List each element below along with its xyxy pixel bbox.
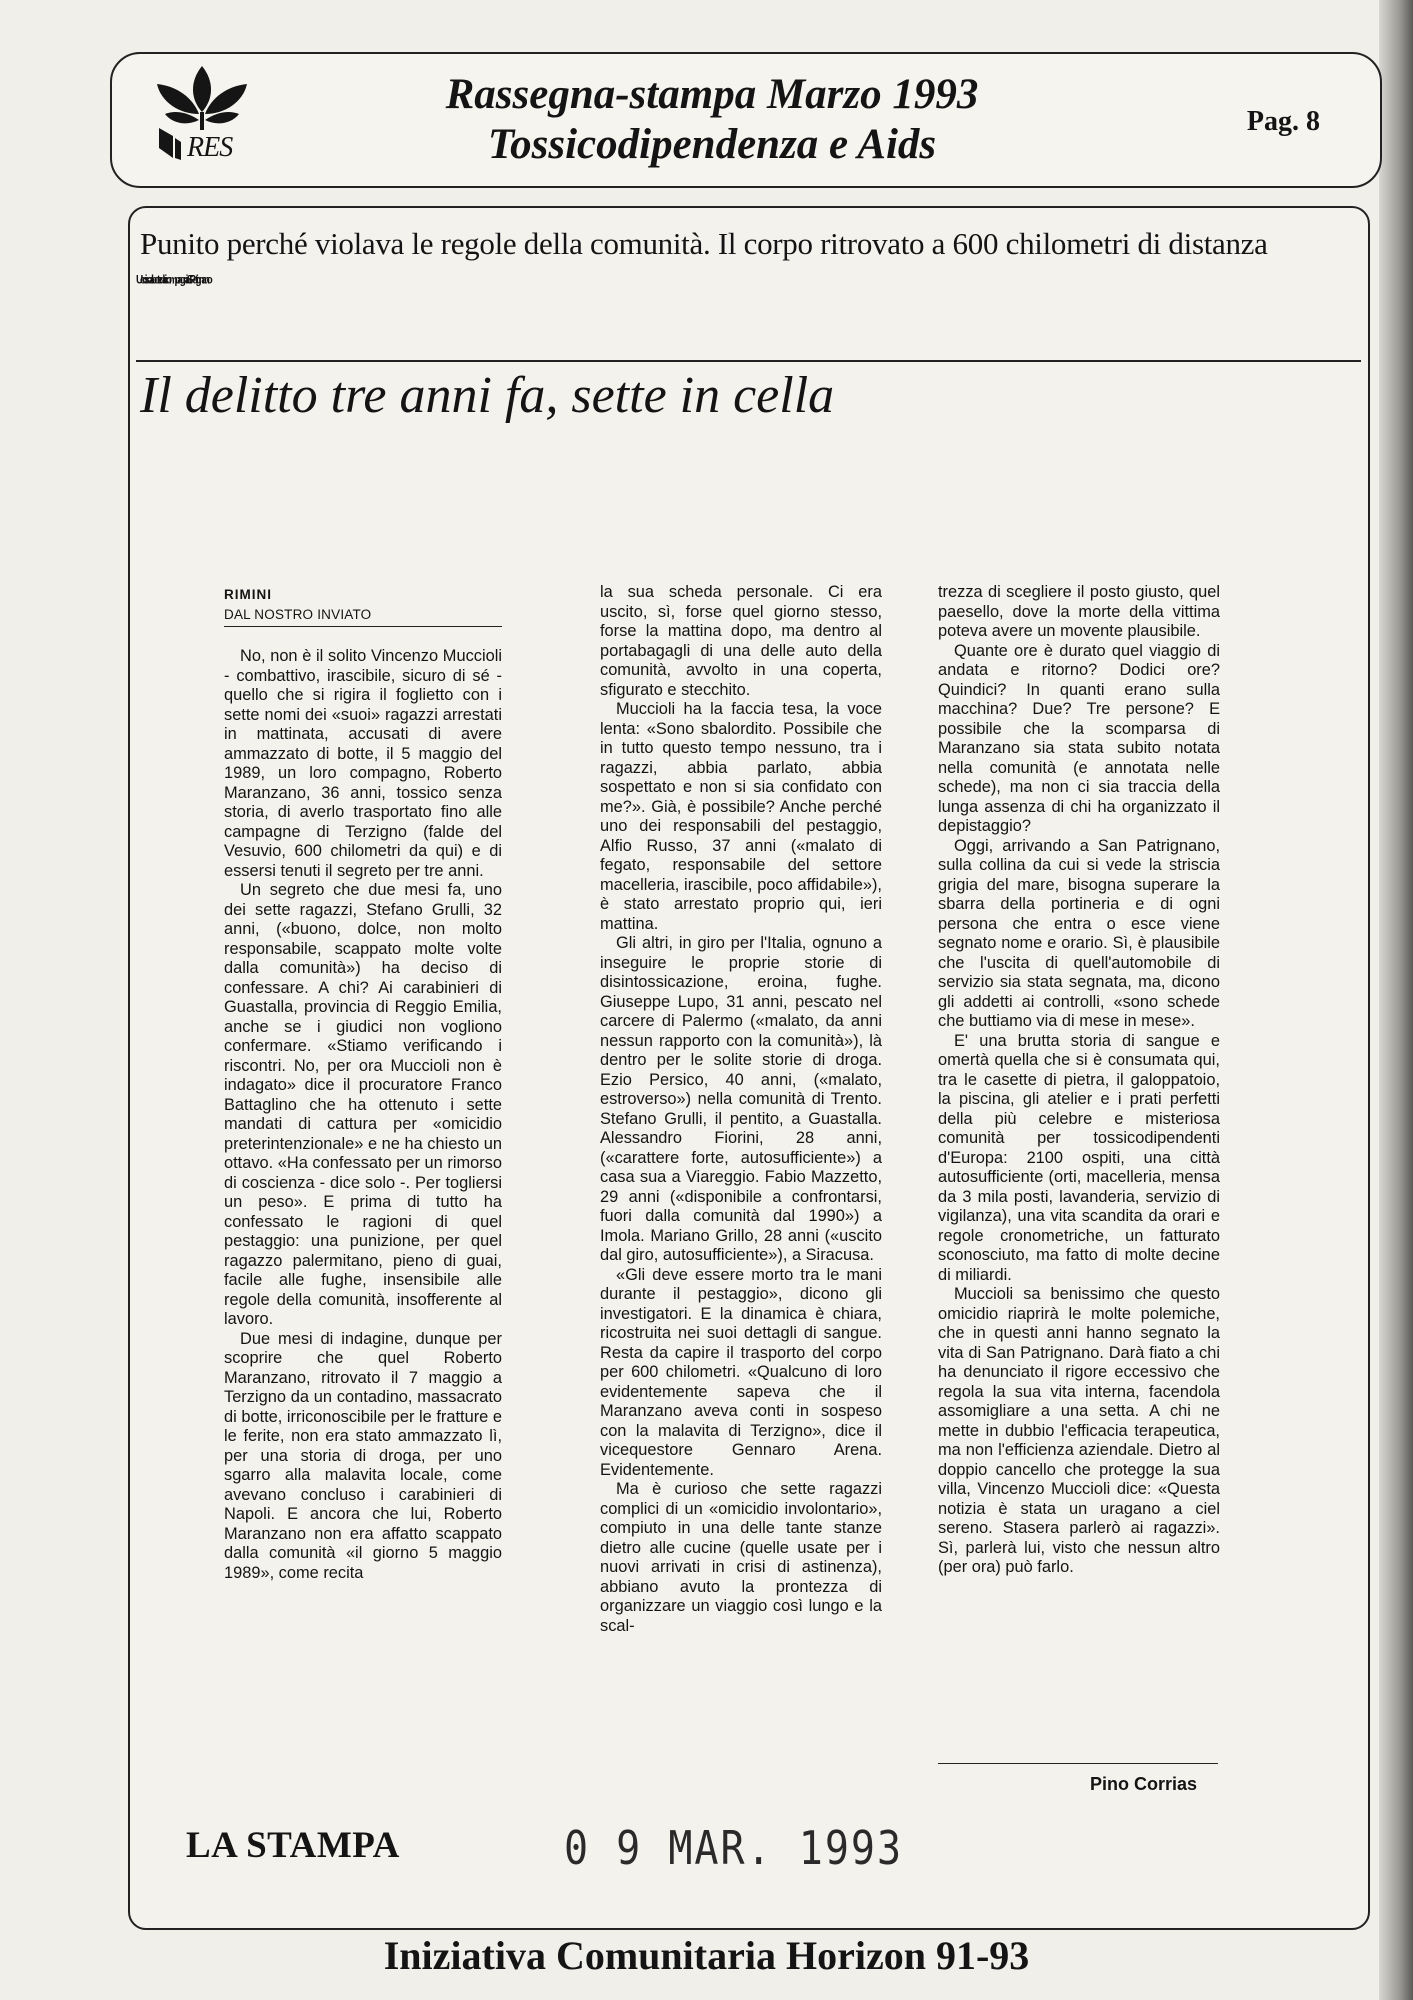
- dateline-sub: DAL NOSTRO INVIATO: [224, 605, 502, 628]
- paragraph: Muccioli ha la faccia tesa, la voce lenta: «Sono sbalordito. Possibile che in tutto questo tempo nessuno, tra i ragazzi, abbia parlato, abbia sospettato e non si sia confidato con me?». Già, è possibile? Anche perché uno dei responsabili del pestaggio, Alfio Russo, 37 anni («malato di fegato, responsabile del settore macelleria, irascibile, poco affidabile»), è stato arrestato proprio qui, ieri mattina.: [600, 700, 882, 933]
- paragraph: Un segreto che due mesi fa, uno dei sette ragazzi, Stefano Grulli, 32 anni, («buono, dolce, non molto responsabile, scappato molte volte dalla comunità») ha deciso di confessare. A chi? Ai carabinieri di Guastalla, provincia di Reggio Emilia, anche se i giudici non vogliono confermare. «Stiamo verificando i riscontri. No, per ora Muccioli non è indagato» dice il procuratore Franco Battaglino che ha ottenuto i sette mandati di cattura per «omicidio preterintenzionale» e ne ha chiesto un ottavo. «Ha confessato per un rimorso di coscienza - dice solo -. Per togliersi un peso». E prima di tutto ha confessato le ragioni di quel pestaggio: una punizione, per quel ragazzo palermitano, pieno di guai, facile alle fughe, insensibile alle regole della comunità, insofferente al lavoro.: [224, 881, 502, 1328]
- paragraph: la sua scheda personale. Ci era uscito, sì, forse quel giorno stesso, forse la mattina dopo, ma dentro al portabagagli di una delle auto della comunità, avvolto in una coperta, sfigurato e stecchito.: [600, 583, 882, 699]
- header-title-line2: Tossicodipendenza e Aids: [487, 121, 937, 168]
- dateline: RIMINI: [224, 587, 272, 602]
- page-number: Pag. 8: [1246, 106, 1320, 137]
- bleed-through-shape: [550, 448, 575, 551]
- article-column-3: [938, 583, 1220, 1578]
- paragraph: No, non è il solito Vincenzo Muccioli - combattivo, irascibile, sicuro di sé - quello che si rigira il foglietto con i sette nomi dei «suoi» ragazzi arrestati in mattinata, accusati di avere ammazzato di botte, il 5 maggio del 1989, un loro compagno, Roberto Maranzano, 36 anni, tossico senza storia, di averlo trasportato fino alle campagne di Terzigno (falde del Vesuvio, 600 chilometri da qui) e di essersi tenuti il segreto per tre anni.: [224, 647, 502, 880]
- date-stamp: 0 9 MAR. 1993: [564, 1822, 904, 1876]
- paragraph: Gli altri, in giro per l'Italia, ognuno a inseguire le proprie storie di disintossicazione, eroina, fughe. Giuseppe Lupo, 31 anni, pescato nel carcere di Palermo («malato, da anni nessun rapporto con la comunità»), là dentro per le solite storie di droga. Ezio Persico, 40 anni, («malato, estroverso») nella comunità di Trento. Stefano Grulli, il pentito, a Guastalla. Alessandro Fiorini, 28 anni, («carattere forte, autosufficiente») a casa sua a Viareggio. Fabio Mazzetto, 29 anni («disponibile a confrontarsi, fuori dalla comunità dal 1990») a Imola. Mariano Grillo, 28 anni («uscito dal giro, autosufficiente»), a Siracusa.: [600, 934, 882, 1264]
- res-logo: [147, 62, 257, 177]
- header-title: [332, 70, 1092, 170]
- paragraph: Oggi, arrivando a San Patrignano, sulla collina da cui si vede la striscia grigia del mare, bisogna superare la sbarra della portineria e di ogni persona che entra o esce viene segnato nome e orario. Sì, è plausibile che l'uscita di quell'automobile di servizio sia stata segnata, ma, dicono gli addetti ai controlli, «sono schede che buttiamo via di mese in mese».: [938, 836, 1220, 1030]
- newspaper-masthead: LA STAMPA: [186, 1825, 400, 1866]
- article-subhead: Il delitto tre anni fa, sette in cella: [140, 367, 835, 424]
- article-column-2: [600, 583, 882, 1636]
- byline: Pino Corrias: [1090, 1774, 1198, 1794]
- paragraph: Due mesi di indagine, dunque per scoprire che quel Roberto Maranzano, ritrovato il 7 maggio a Terzigno da un contadino, massacrato di botte, irriconoscibile per le fratture e le ferite, non era stato ammazzato lì, per una storia di droga, per uno sgarro alla malavita locale, come avevano concluso i carabinieri di Napoli. E ancora che lui, Roberto Maranzano non era affatto scappato dalla comunità «il giorno 5 maggio 1989», come recita: [224, 1329, 502, 1582]
- article-column-1: [224, 585, 502, 1583]
- byline-rule: [938, 1763, 1218, 1764]
- logo-text: RES: [187, 132, 233, 163]
- press-review-header: [110, 52, 1382, 188]
- newspaper-clipping: [128, 206, 1370, 1930]
- paragraph: E' una brutta storia di sangue e omertà quella che si è consumata qui, tra le casette di pietra, il galoppatoio, la piscina, gli atelier e i prati perfetti della più celebre e misteriosa comunità per tossicodipendenti d'Europa: 2100 ospiti, una città autosufficiente (orti, macelleria, mensa da 3 mila posti, lavanderia, servizio di vigilanza), una vita scandita da orari e regole cronometriche, un fatturato sconosciuto, ma fatto di molte decine di miliardi.: [938, 1031, 1220, 1284]
- paragraph: trezza di scegliere il posto giusto, quel paesello, dove la morte della vittima poteva avere un movente plausibile.: [938, 583, 1220, 640]
- page-edge: [1379, 0, 1413, 2000]
- paragraph: Quante ore è durato quel viaggio di andata e ritorno? Dodici ore? Quindici? In quanti erano sulla macchina? Due? Tre persone? E possibile che la scomparsa di Maranzano sia stata subito notata nella comunità (e annotata nelle schede), ma non ci sia traccia della lunga assenza di chi ha organizzato il depistaggio?: [938, 641, 1220, 835]
- paragraph: Muccioli sa benissimo che questo omicidio riaprirà le molte polemiche, che in questi anni hanno segnato la vita di San Patrignano. Darà fiato a chi ha denunciato il rigore eccessivo che regola la sua vita interna, facendola assomigliare a una setta. A chi ne mette in dubbio l'efficacia terapeutica, ma non l'efficienza aziendale. Dietro al doppio cancello che protegge la sua villa, Vincenzo Muccioli dice: «Questa notizia è stata un uragano a ciel sereno. Stasera parlerò ai ragazzi». Sì, parlerà lui, visto che nessun altro (per ora) può farlo.: [938, 1285, 1220, 1576]
- header-title-line1: Rassegna-stampa Marzo 1993: [445, 71, 979, 118]
- headline-rule: [136, 360, 1361, 362]
- paragraph: «Gli deve essere morto tra le mani durante il pestaggio», dicono gli investigatori. E la dinamica è chiara, ricostruita nei suoi dettagli di sangue. Resta da capire il trasporto del corpo per 600 chilometri. «Qualcuno di loro evidentemente sapeva che il Maranzano aveva conti in sospeso con la malavita di Terzigno», dice il vicequestore Gennaro Arena. Evidentemente.: [600, 1265, 882, 1479]
- article-headline: Ucciso a botte dai compagni a S. Patrignano: [136, 274, 210, 287]
- footer-text: Iniziativa Comunitaria Horizon 91-93: [383, 1933, 1030, 1978]
- article-kicker: Punito perché violava le regole della comunità. Il corpo ritrovato a 600 chilometri di distanza: [140, 226, 1268, 261]
- paragraph: Ma è curioso che sette ragazzi complici di un «omicidio involontario», compiuto in una delle tante stanze dietro alle cucine (quelle usate per i nuovi arrivati in crisi di astinenza), abbiano avuto la prontezza di organizzare un viaggio così lungo e la scal-: [600, 1480, 882, 1635]
